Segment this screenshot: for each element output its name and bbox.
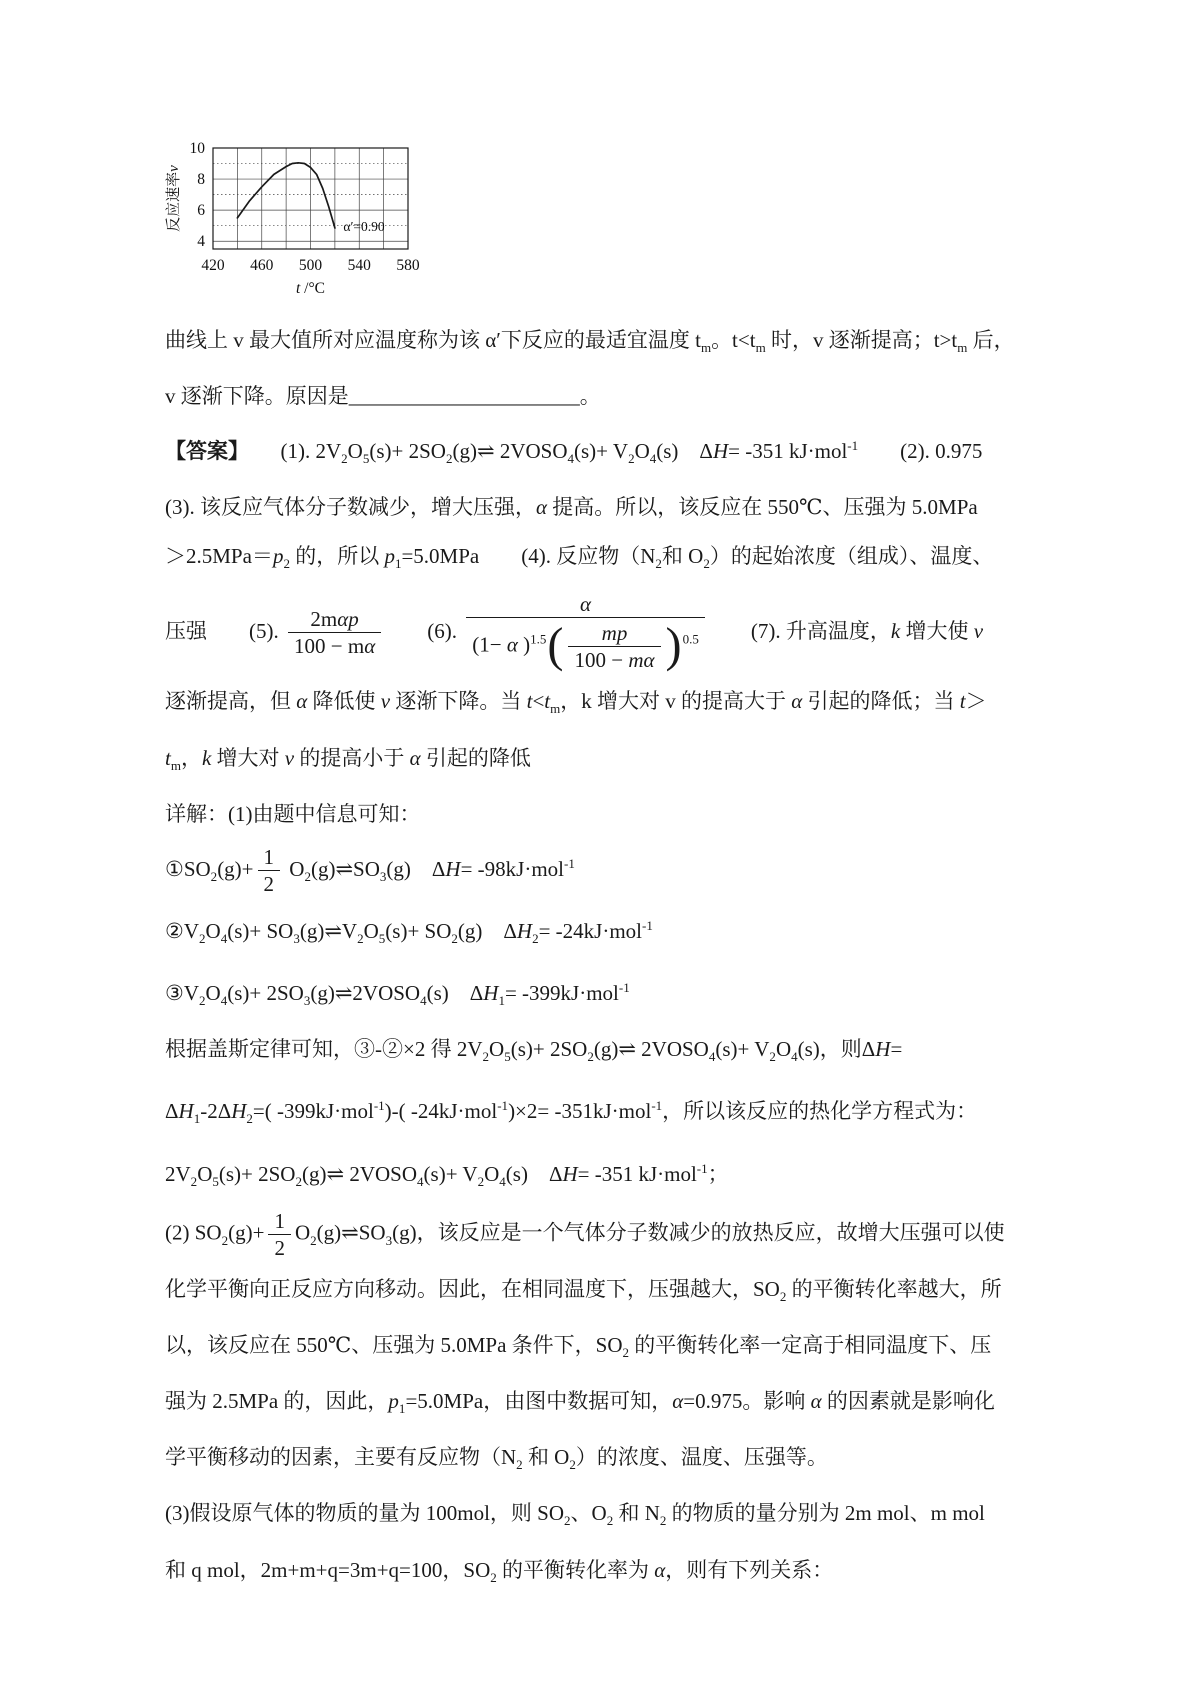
part2-line-5: 学平衡移动的因素，主要有反应物（$N_2$ 和 $O_2$）的浓度、温度、压强等。 [165, 1445, 828, 1473]
chart-annotation-alpha: α′=0.90 [343, 219, 385, 235]
equation-1: $①SO_2(g)+$ $\frac{1}{2}$ $O_2(g)\rightleftharpoons SO_3(g)$ ΔH= -98kJ·mol$^{-1}$ [165, 845, 575, 897]
answer-line-3: $>2.5MPa=p_2$ 的，所以 $p_1=5.0MPa$ (4). 反应物（$N_2$和 $O_2$）的起始浓度（组成）、温度、 [165, 544, 994, 572]
answer-line-5: 逐渐提高，但 α 降低使 v 逐渐下降。当 $t<t_m$，k 增大对 v 的提高大于 α 引起的降低；当 t＞ [165, 689, 987, 717]
equation-2: $②V_2O_4(s)+$ $SO_3(g)\rightleftharpoons V_2O_5(s)+ SO_2(g)$ $\Delta H_2= -24kJ\cdot mol^{-1}$ [165, 917, 653, 947]
svg-text:8: 8 [197, 171, 205, 189]
svg-text:460: 460 [250, 257, 274, 274]
fraction: $\frac{1}{2}$ [268, 1208, 291, 1262]
answer-line-6: $t_m$，k 增大对 v 的提高小于 α 引起的降低 [165, 745, 531, 773]
fraction: $\frac{mp}{100 - m\alpha}$ [568, 620, 660, 674]
part3-line-1: (3)假设原气体的物质的量为 100mol，则 $SO_2$、$O_2$ 和 $N_2$ 的物质的量分别为 2m mol、m mol [165, 1501, 985, 1529]
y-axis-ticks [190, 140, 206, 250]
x-axis-label: t /°C [295, 280, 326, 297]
chart-svg [158, 136, 448, 311]
y-axis-label: 反应速率v [166, 165, 182, 232]
part3-line-2: 和 q mol，2m+m+q=3m+q=100，$SO_2$ 的平衡转化率为 α，则有下列关系： [165, 1557, 834, 1585]
answer-blank: ______________________ [348, 384, 580, 409]
svg-text:420: 420 [201, 257, 225, 274]
answer-line-1: 【答案】 (1). $2V_2O_5(s)+$ $2SO_2(g)\rightleftharpoons$ $2VOSO_4(s)+ V_2O_4(s)$ ΔH= -351 kJ·mol$^{-1}$ (2). 0.975 [165, 438, 983, 467]
rate-temperature-chart [158, 136, 448, 311]
svg-text:4: 4 [197, 233, 205, 251]
part2-line-2: 化学平衡向正反应方向移动。因此，在相同温度下，压强越大，$SO_2$ 的平衡转化率越大，所 [165, 1276, 1002, 1304]
svg-text:6: 6 [197, 202, 205, 220]
document-body [165, 316, 1050, 1602]
svg-text:580: 580 [396, 257, 420, 274]
thermochem-equation: $2V_2O_5(s)+$ $2SO_2(g)\rightleftharpoons$ $2VOSO_4(s)+ V_2O_4(s)$ ΔH= -351 kJ·mol$^{-1}$； [165, 1160, 729, 1189]
part2-line-3: 以，该反应在 550℃、压强为 5.0MPa 条件下，$SO_2$ 的平衡转化率一定高于相同温度下、压 [165, 1332, 992, 1360]
x-axis-ticks [201, 257, 420, 274]
svg-text:10: 10 [189, 140, 205, 157]
fraction: $\frac{\text{2mαp}}{100 - m\alpha}$ [288, 606, 381, 660]
para-curve-explain-2: v 逐渐下降。原因是______________________。 [165, 384, 601, 409]
equation-3: $③V_2O_4(s)+$ $2SO_3(g)\rightleftharpoons 2VOSO_4(s)$ $\Delta H_1= -399kJ\cdot mol^{-1}$ [165, 980, 630, 1009]
svg-text:540: 540 [347, 257, 371, 274]
para-curve-explain-1: 曲线上 v 最大值所对应温度称为该 α′下反应的最适宜温度 $t_m$。$t<t_m$ 时，v 逐渐提高；$t>t_m$ 后， [165, 328, 1015, 356]
fraction: α (1− α )$^{1.5}$( $\frac{mp}{100 - m\alpha}$ )$^{0.5}$ [466, 591, 705, 676]
svg-text:500: 500 [298, 257, 323, 274]
answer-line-formula: 压强 (5). $\frac{\text{2mαp}}{100 - m\alpha}$ (6). α (1− α )$^{1.5}$( $\frac{mp}{100 - m\alpha}$ )$^{0.5}$ (7). 升高温度，k 增大使 v [165, 589, 1050, 678]
fraction: $\frac{1}{2}$ [258, 844, 281, 898]
hess-law-line: 根据盖斯定律可知，③-②×2 得 $2V_2O_5(s)+$ $2SO_2(g)\rightleftharpoons$ $2VOSO_4(s)+ V_2O_4(s)$，则ΔH= [165, 1037, 903, 1065]
detail-intro: 详解：(1)由题中信息可知： [165, 801, 421, 826]
enthalpy-calc-line: $\Delta H_1-2\Delta H_2=$( -399kJ·mol$^{-1}$)-( -24kJ·mol$^{-1}$)×2= -351kJ·mol$^{-1}$，所以该反应的热化学方程式为： [165, 1098, 978, 1127]
answer-line-2: (3). 该反应气体分子数减少，增大压强，α 提高。所以，该反应在 550℃、压强为 5.0MPa [165, 495, 978, 520]
part2-line-1: (2) $SO_2(g)+$ $\frac{1}{2}$ $O_2(g)\rightleftharpoons SO_3(g)$，该反应是一个气体分子数减少的放热反应，故增大压强可以使 [165, 1208, 1005, 1261]
part2-line-4: 强为 2.5MPa 的，因此，$p_1=5.0MPa$，由图中数据可知，α=0.975。影响 α 的因素就是影响化 [165, 1388, 995, 1417]
